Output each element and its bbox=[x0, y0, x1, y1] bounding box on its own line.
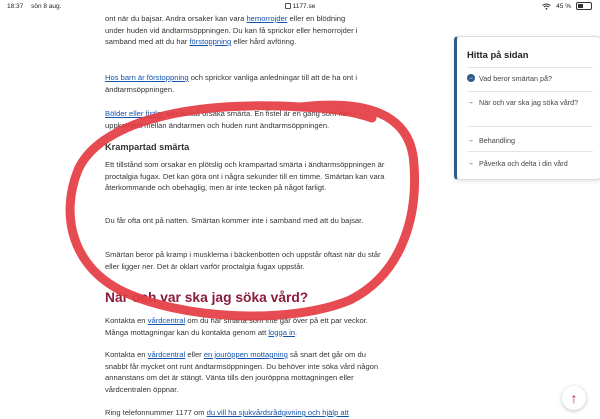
address-url: 1177.se bbox=[292, 3, 316, 10]
text: eller hård avföring. bbox=[231, 37, 297, 46]
status-time: 18:37 bbox=[7, 3, 24, 10]
toc-item-label: När och var ska jag söka vård? bbox=[479, 98, 579, 107]
battery-icon bbox=[576, 2, 592, 10]
toc-title: Hitta på sidan bbox=[467, 49, 529, 60]
divider bbox=[467, 126, 593, 127]
arrow-right-icon: → bbox=[467, 99, 474, 106]
arrow-right-icon: → bbox=[467, 160, 474, 167]
arrow-up-icon: ↑ bbox=[570, 390, 578, 406]
text: ont när du bajsar. Andra orsaker kan vara bbox=[105, 14, 245, 23]
text: Kontakta en bbox=[105, 316, 148, 325]
link-sjukvardsradgivning[interactable]: du vill ha sjukvårdsrådgivning och hjälp att bbox=[206, 408, 349, 417]
heading-krampartad: Krampartad smärta bbox=[105, 142, 190, 152]
battery-percent: 45 % bbox=[556, 2, 571, 10]
link-barn-forstoppning[interactable]: Hos barn är förstoppning bbox=[105, 73, 189, 82]
text: . bbox=[294, 327, 298, 337]
wifi-icon bbox=[542, 3, 551, 10]
text: om du har smärta som inte går över på ett par veckor. Många mottagningar kan du kontakta genom att bbox=[105, 316, 368, 337]
toc-item-nar-var[interactable] bbox=[467, 98, 593, 108]
heading-nar-var: När och var ska jag söka vård? bbox=[105, 290, 309, 305]
text: Ring telefonnummer 1177 om bbox=[105, 408, 207, 417]
scroll-to-top-button[interactable] bbox=[562, 386, 586, 410]
link-forstoppning[interactable]: förstoppning bbox=[189, 37, 232, 46]
paragraph-proctalgia: Ett tillstånd som orsakar en plötslig och krampartad smärta i ändtarmsöppningen är proctalgia fugax. Det kan göra ont i några sekunder till en timme. Smärtan kan vara återkommande och obehaglig, men är inte tecken på något farligt. bbox=[105, 160, 385, 192]
text: kan också orsaka smärta. En fistel är en gång som har uppkommit mellan ändtarmen och huden runt ändtarmsöppningen. bbox=[105, 109, 350, 130]
text: Kontakta en bbox=[105, 350, 148, 359]
arrow-right-icon: → bbox=[468, 75, 474, 81]
status-indicators bbox=[542, 2, 592, 10]
toc-item-label: Vad beror smärtan på? bbox=[479, 74, 552, 83]
link-hemorrojder[interactable]: hemorrojder bbox=[246, 14, 288, 23]
status-date: sön 8 aug. bbox=[31, 3, 62, 10]
divider bbox=[467, 67, 593, 68]
link-jouroppen-mottagning[interactable]: en jouröppen mottagning bbox=[203, 350, 288, 359]
paragraph-vardcentral bbox=[105, 315, 385, 338]
divider bbox=[467, 151, 593, 152]
toc-item-paverka[interactable] bbox=[467, 159, 593, 169]
text: eller bbox=[185, 350, 204, 359]
link-logga-in[interactable]: logga in bbox=[268, 327, 295, 337]
paragraph-night: Du får ofta ont på natten. Smärtan kommer inte i samband med att du bajsar. bbox=[105, 216, 364, 225]
paragraph-jourmottagning bbox=[105, 349, 385, 395]
lock-icon bbox=[285, 3, 291, 9]
arrow-right-icon: → bbox=[467, 137, 474, 144]
text: under huden vid ändtarmsöppningen. Du kan få sprickor eller hemorrojder i bbox=[105, 25, 358, 35]
link-vardcentral[interactable]: vårdcentral bbox=[147, 316, 186, 325]
toc-item-label: Påverka och delta i din vård bbox=[479, 159, 568, 168]
paragraph-children bbox=[105, 72, 385, 95]
text: samband med att du har bbox=[105, 37, 190, 46]
link-bolder-fistlar[interactable]: Bölder eller fistlar bbox=[105, 109, 164, 118]
divider bbox=[467, 91, 593, 92]
paragraph-causes bbox=[105, 13, 385, 48]
address-bar[interactable] bbox=[0, 3, 600, 10]
ios-status-bar bbox=[0, 0, 600, 13]
link-vardcentral-2[interactable]: vårdcentral bbox=[147, 350, 186, 359]
table-of-contents-panel bbox=[454, 36, 600, 180]
toc-item-label: Behandling bbox=[479, 136, 515, 145]
paragraph-bolder bbox=[105, 108, 385, 131]
paragraph-kramp: Smärtan beror på kramp i musklerna i bäckenbotten och uppstår oftast när du står eller ligger ner. Det är oklart varför proctalgia fugax uppstår. bbox=[105, 250, 381, 271]
toc-item-vad-beror[interactable] bbox=[467, 74, 593, 84]
paragraph-1177 bbox=[105, 407, 385, 419]
text: och sprickor vanliga anledningar till att de ha ont i ändtarmsöppningen. bbox=[105, 73, 358, 94]
text: så snart det går om du snabbt får mycket ont runt ändtarmsöppningen. Du behöver inte söka vård någon annanstans om det är stängt. Vänta tills den jouröppna mottagningen eller vårdcentralen öppnar. bbox=[105, 350, 379, 394]
toc-item-behandling[interactable] bbox=[467, 136, 593, 146]
text: eller en blödning bbox=[287, 14, 346, 23]
